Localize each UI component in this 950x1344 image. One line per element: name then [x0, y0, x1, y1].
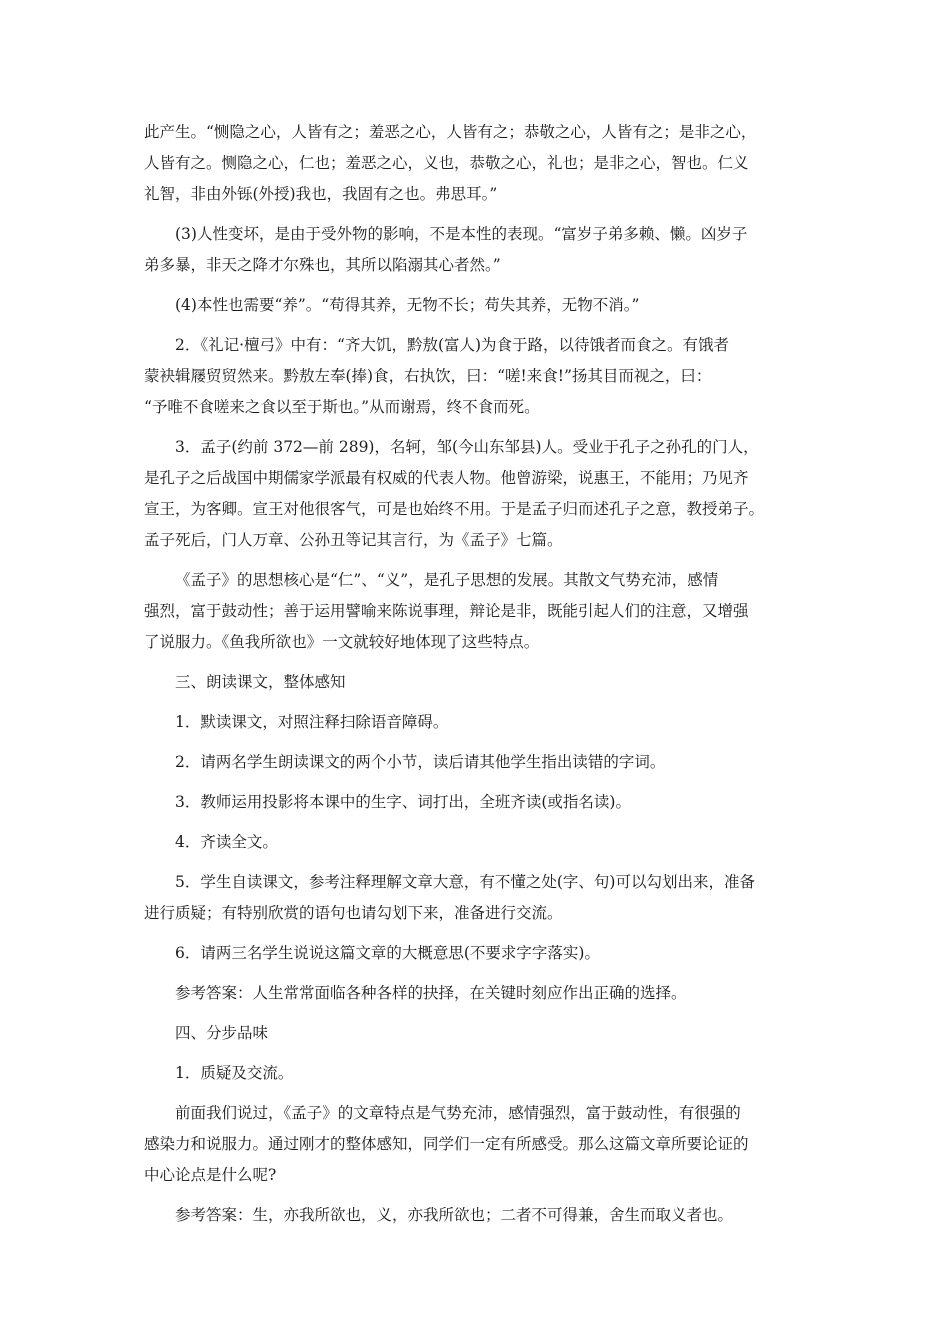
paragraph [144, 1058, 810, 1089]
text-line: 1．质疑及交流。 [175, 1064, 294, 1082]
text-line: 孟子死后，门人万章、公孙丑等记其言行，为《孟子》七篇。 [144, 531, 563, 549]
paragraph [144, 827, 810, 858]
paragraph [144, 219, 810, 281]
text-line: 1．默读课文，对照注释扫除语音障碍。 [175, 713, 449, 731]
paragraph [144, 747, 810, 778]
text-line: 3．孟子(约前 372—前 289)，名轲，邹(今山东邹县)人。受业于孔子之孙孔的门人， [175, 438, 759, 456]
paragraph [144, 290, 810, 321]
text-line: (3)人性变坏，是由于受外物的影响，不是本性的表现。“富岁子弟多赖、懒。凶岁子 [175, 225, 748, 243]
paragraph [144, 565, 810, 658]
text-line: 前面我们说过，《孟子》的文章特点是气势充沛，感情强烈，富于鼓动性，有很强的 [175, 1104, 741, 1122]
text-line: 三、朗读课文，整体感知 [175, 673, 346, 691]
text-line: 4．齐读全文。 [175, 833, 278, 851]
paragraph [144, 978, 810, 1009]
text-line: 3．教师运用投影将本课中的生字、词打出，全班齐读(或指名读)。 [175, 793, 631, 811]
paragraph [144, 1200, 810, 1231]
text-line: 礼智，非由外铄(外授)我也，我固有之也。弗思耳。” [144, 185, 498, 203]
text-line: “予唯不食嗟来之食以至于斯也。”从而谢焉，终不食而死。 [144, 398, 540, 416]
text-line: 参考答案：生，亦我所欲也，义，亦我所欲也；二者不可得兼，舍生而取义者也。 [175, 1206, 734, 1224]
paragraph [144, 667, 810, 698]
paragraph [144, 938, 810, 969]
text-line: 参考答案：人生常常面临各种各样的抉择，在关键时刻应作出正确的选择。 [175, 984, 687, 1002]
text-line: (4)本性也需要“养”。“苟得其养，无物不长；苟失其养，无物不消。” [175, 296, 640, 314]
text-line: 是孔子之后战国中期儒家学派最有权威的代表人物。他曾游梁，说惠王，不能用；乃见齐 [144, 469, 749, 487]
paragraph [144, 330, 810, 423]
text-line: 感染力和说服力。通过刚才的整体感知，同学们一定有所感受。那么这篇文章所要论证的 [144, 1135, 749, 1153]
document-page [144, 117, 810, 1240]
text-line: 《孟子》的思想核心是“仁”、“义”，是孔子思想的发展。其散文气势充沛，感情 [175, 571, 719, 589]
text-line: 进行质疑；有特别欣赏的语句也请勾划下来，准备进行交流。 [144, 904, 563, 922]
text-line: 四、分步品味 [175, 1024, 269, 1042]
paragraph [144, 867, 810, 929]
text-line: 2．《礼记·檀弓》中有：“齐大饥，黔敖(富人)为食于路，以待饿者而食之。有饿者 [175, 336, 730, 354]
text-line: 人皆有之。恻隐之心，仁也；羞恶之心，义也，恭敬之心，礼也；是非之心，智也。仁义 [144, 154, 749, 172]
paragraph [144, 707, 810, 738]
paragraph [144, 117, 810, 210]
paragraph [144, 432, 810, 556]
paragraph [144, 1018, 810, 1049]
text-line: 弟多暴，非天之降才尔殊也，其所以陷溺其心者然。” [144, 256, 501, 274]
text-line: 中心论点是什么呢? [144, 1166, 277, 1184]
text-line: 宣王，为客卿。宣王对他很客气，可是也始终不用。于是孟子归而述孔子之意，教授弟子。 [144, 500, 765, 518]
text-line: 了说服力。《鱼我所欲也》一文就较好地体现了这些特点。 [144, 633, 540, 651]
paragraph [144, 1098, 810, 1191]
text-line: 2．请两名学生朗读课文的两个小节，读后请其他学生指出读错的字词。 [175, 753, 666, 771]
text-line: 5．学生自读课文，参考注释理解文章大意，有不懂之处(字、句)可以勾划出来，准备 [175, 873, 755, 891]
text-line: 蒙袂辑屦贸贸然来。黔敖左奉(捧)食，右执饮，曰：“嗟!来食!”扬其目而视之，曰： [144, 367, 712, 385]
text-line: 此产生。“恻隐之心，人皆有之；羞恶之心，人皆有之；恭敬之心，人皆有之；是非之心， [144, 123, 757, 141]
paragraph [144, 787, 810, 818]
text-line: 强烈，富于鼓动性；善于运用譬喻来陈说事理，辩论是非，既能引起人们的注意，又增强 [144, 602, 749, 620]
text-line: 6．请两三名学生说说这篇文章的大概意思(不要求字字落实)。 [175, 944, 600, 962]
